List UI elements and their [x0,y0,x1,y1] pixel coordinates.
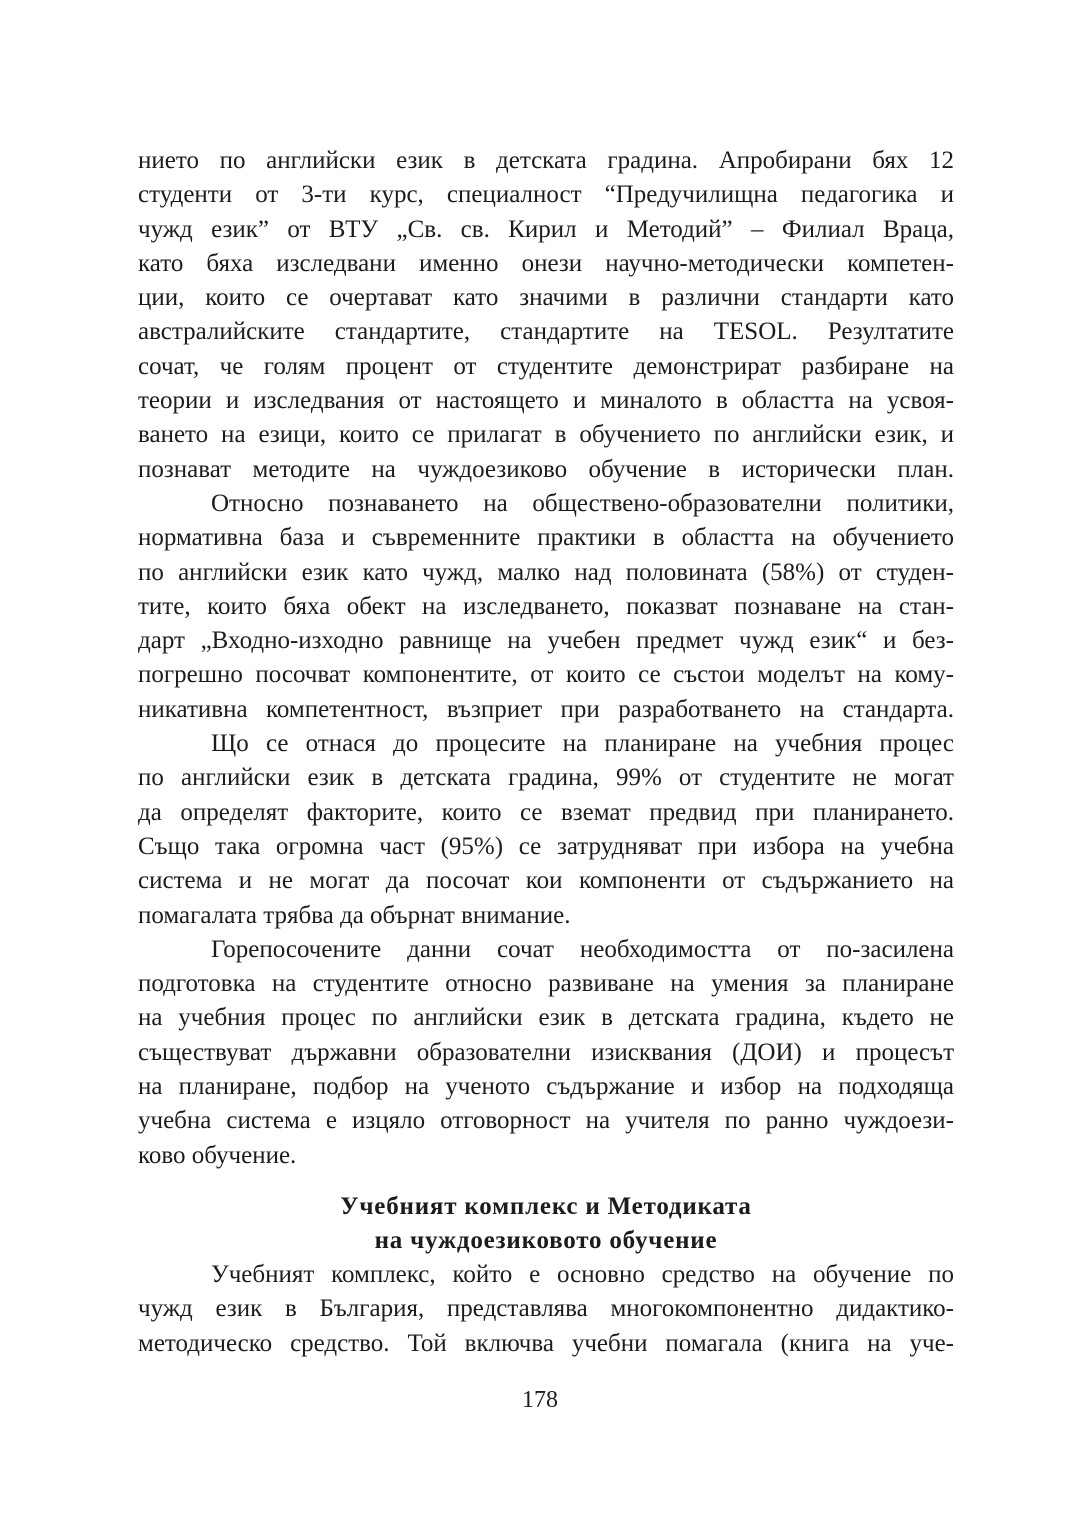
section-heading [138,1190,954,1258]
text-line: нормативна база и съвременните практики в областта на обучението [138,524,954,552]
paragraph-4 [138,933,954,1173]
body-text [138,144,954,1361]
text-line: Що се отнася до процесите на планиране на учебния процес [211,730,954,758]
paragraph-1 [138,144,954,487]
text-line: познават методите на чуждоезиково обучение в исторически план. [138,455,954,483]
text-line: сочат, че голям процент от студентите демонстрират разбиране на [138,352,954,380]
section-heading-line: Учебният комплекс и Методиката [340,1192,752,1220]
text-line: австралийските стандартите, стандартите на TESOL. Резултатите [138,318,954,346]
paragraph-3 [138,727,954,933]
text-line: по английски език като чужд, малко над половината (58%) от студен- [138,558,954,586]
text-line: Относно познаването на обществено-образователни политики, [211,489,954,517]
text-line: дарт „Входно-изходно равнище на учебен предмет чужд език“ и без- [138,627,954,655]
text-line: чужд език” от ВТУ „Св. св. Кирил и Методий” – Филиал Враца, [138,215,954,243]
text-line: да определят факторите, които се вземат предвид при планирането. [138,798,954,826]
text-line: учебна система е изцяло отговорност на учителя по ранно чуждоези- [138,1107,954,1135]
text-line: помагалата трябва да обърнат внимание. [138,901,571,929]
text-line: нието по английски език в детската градина. Апробирани бях 12 [138,147,954,174]
text-line: теории и изследвания от настоящето и миналото в областта на усвоя- [138,387,954,415]
text-line: Учебният комплекс, който е основно средство на обучение по [211,1260,954,1288]
text-line: съществуват държавни образователни изисквания (ДОИ) и процесът [138,1038,954,1066]
text-line: ването на езици, които се прилагат в обучението по английски език, и [138,421,954,449]
text-line: по английски език в детската градина, 99% от студентите не могат [138,764,954,792]
text-line: Също така огромна част (95%) се затрудняват при избора на учебна [138,832,954,860]
text-line: система и не могат да посочат кои компоненти от съдържанието на [138,867,954,895]
paragraph-5 [138,1258,954,1361]
text-line: на учебния процес по английски език в детската градина, където не [138,1004,954,1032]
text-line: ково обучение. [138,1141,297,1169]
text-line: чужд език в България, представлява многокомпонентно дидактико- [138,1295,954,1323]
text-line: никативна компетентност, възприет при разработването на стандарта. [138,695,954,723]
text-line: тите, които бяха обект на изследването, показват познаване на стан- [138,592,954,620]
text-line: Горепосочените данни сочат необходимостта от по-засилена [211,935,954,963]
text-line: студенти от 3-ти курс, специалност “Предучилищна педагогика и [138,181,954,209]
text-line: подготовка на студентите относно развиване на умения за планиране [138,970,954,998]
section-heading-line: на чуждоезиковото обучение [374,1226,718,1254]
text-line: методическо средство. Той включва учебни помагала (книга на уче- [138,1329,954,1357]
text-line: ции, които се очертават като значими в различни стандарти като [138,284,954,312]
paragraph-2 [138,487,954,727]
page-number: 178 [522,1387,558,1413]
text-line: погрешно посочват компонентите, от които се състои моделът на кому- [138,661,954,689]
text-line: като бяха изследвани именно онези научно-методически компетен- [138,249,954,277]
text-line: на планиране, подбор на ученото съдържание и избор на подходяща [138,1073,954,1101]
